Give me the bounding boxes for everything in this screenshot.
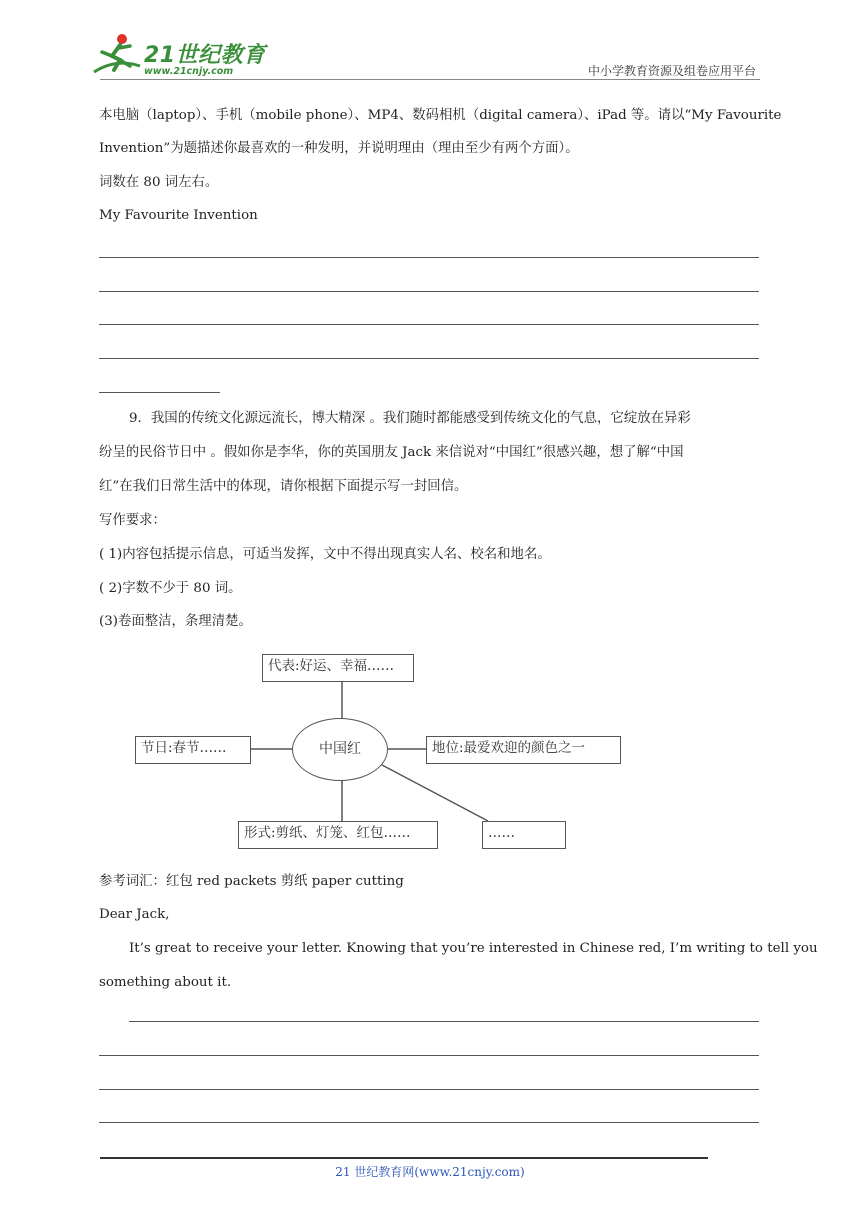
answer-line[interactable] xyxy=(99,291,759,292)
q9-requirements-title: 写作要求： xyxy=(99,513,166,528)
mindmap-node-represents: 代表:好运、幸福…… xyxy=(262,654,414,682)
answer-line-short[interactable] xyxy=(99,392,220,393)
letter-answer-line[interactable] xyxy=(99,1089,759,1090)
runner-logo-icon xyxy=(90,32,142,78)
q8-line-1: 本电脑（laptop）、手机（mobile phone）、MP4、数码相机（digital camera）、iPad 等。请以“My Favourite xyxy=(99,108,782,123)
letter-salutation: Dear Jack, xyxy=(99,907,170,922)
q9-requirement-3: (3)卷面整洁，条理清楚。 xyxy=(99,614,252,629)
chinese-red-mindmap xyxy=(130,645,630,855)
mindmap-center-node: 中国红 xyxy=(292,718,388,781)
header-divider xyxy=(100,79,760,80)
letter-answer-line[interactable] xyxy=(99,1122,759,1123)
q8-word-count: 词数在 80 词左右。 xyxy=(99,175,219,190)
letter-opening-line-2: something about it. xyxy=(99,975,232,990)
mindmap-node-more: …… xyxy=(482,821,566,849)
letter-opening-line-1: It’s great to receive your letter. Knowing that you’re interested in Chinese red, I’m writing to tell you xyxy=(129,941,818,956)
q9-requirement-2: ( 2)字数不少于 80 词。 xyxy=(99,581,242,596)
logo-url: www.21cnjy.com xyxy=(144,66,234,77)
q8-essay-title: My Favourite Invention xyxy=(99,208,258,223)
letter-answer-line[interactable] xyxy=(129,1021,759,1022)
logo-text: 21世纪教育 xyxy=(144,43,266,68)
mindmap-node-forms: 形式:剪纸、灯笼、红包…… xyxy=(238,821,438,849)
site-logo xyxy=(90,32,290,82)
q9-line-1: 9．我国的传统文化源远流长，博大精深 。我们随时都能感受到传统文化的气息，它绽放在异彩 xyxy=(129,411,691,426)
answer-line[interactable] xyxy=(99,257,759,258)
q8-line-2: Invention”为题描述你最喜欢的一种发明，并说明理由（理由至少有两个方面）。 xyxy=(99,141,579,156)
q9-requirement-1: ( 1)内容包括提示信息，可适当发挥，文中不得出现真实人名、校名和地名。 xyxy=(99,547,551,562)
answer-line[interactable] xyxy=(99,324,759,325)
letter-answer-line[interactable] xyxy=(99,1055,759,1056)
footer-site-text: 21 世纪教育网(www.21cnjy.com) xyxy=(335,1165,525,1179)
q9-line-2: 纷呈的民俗节日中 。假如你是李华，你的英国朋友 Jack 来信说对“中国红”很感兴趣，想了解“中国 xyxy=(99,445,684,460)
mindmap-node-status: 地位:最爱欢迎的颜色之一 xyxy=(426,736,621,764)
header-platform-text: 中小学教育资源及组卷应用平台 xyxy=(587,64,756,78)
q9-line-3: 红”在我们日常生活中的体现，请你根据下面提示写一封回信。 xyxy=(99,479,468,494)
reference-vocabulary: 参考词汇：红包 red packets 剪纸 paper cutting xyxy=(99,874,404,889)
page-header xyxy=(0,0,860,90)
answer-line[interactable] xyxy=(99,358,759,359)
mindmap-node-festival: 节日:春节…… xyxy=(135,736,251,764)
footer-divider xyxy=(100,1157,708,1159)
